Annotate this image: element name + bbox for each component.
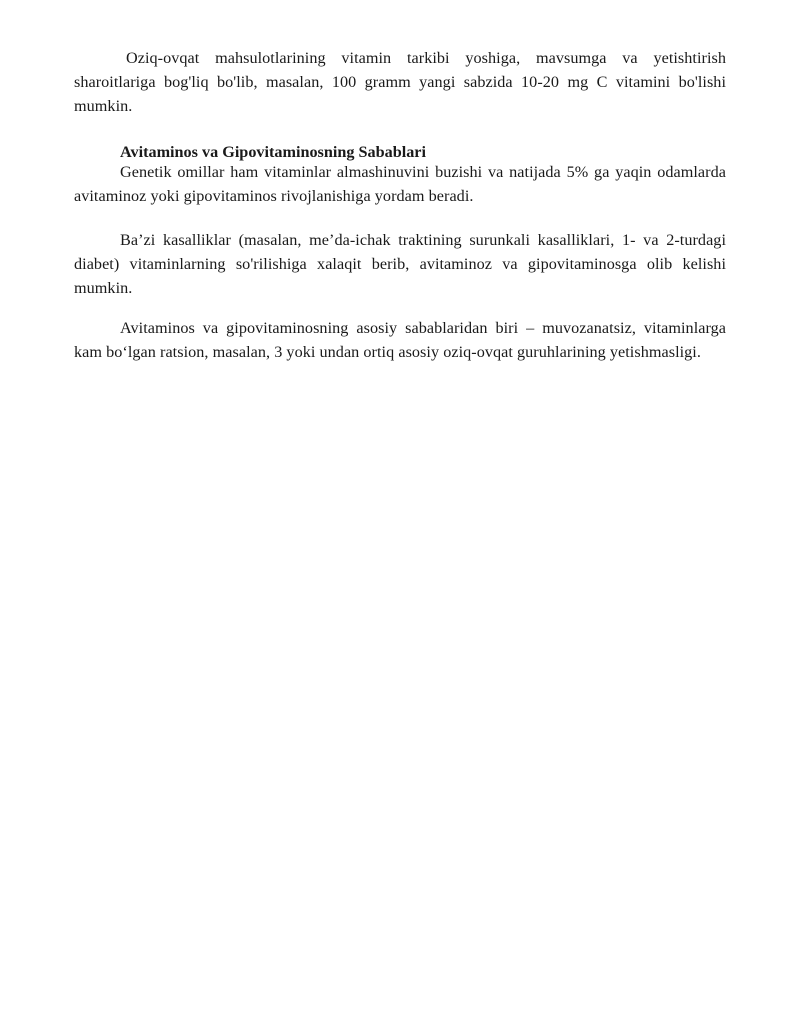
section-heading: Avitaminos va Gipovitaminosning Sabablari <box>120 143 426 161</box>
paragraph-genetic-factors: Genetik omillar ham vitaminlar almashinuvini buzishi va natijada 5% ga yaqin odamlarda avitaminoz yoki gipovitaminos rivojlanishiga yordam beradi. <box>74 163 726 205</box>
paragraph-main-cause: Avitaminos va gipovitaminosning asosiy sabablaridan biri – muvozanatsiz, vitaminlarga kam bo‘lgan ratsion, masalan, 3 yoki undan ortiq asosiy oziq-ovqat guruhlarining yetishmasligi. <box>74 319 726 361</box>
paragraph-diseases: Ba’zi kasalliklar (masalan, me’da-ichak traktining surunkali kasalliklari, 1- va 2-turdagi diabet) vitaminlarning so'rilishiga xalaqit berib, avitaminoz va gipovitaminosga olib kelishi mumkin. <box>74 231 726 297</box>
paragraph-vitamin-content: Oziq-ovqat mahsulotlarining vitamin tarkibi yoshiga, mavsumga va yetishtirish sharoitlariga bog'liq bo'lib, masalan, 100 gramm yangi sabzida 10-20 mg C vitamini bo'lishi mumkin. <box>74 49 726 115</box>
